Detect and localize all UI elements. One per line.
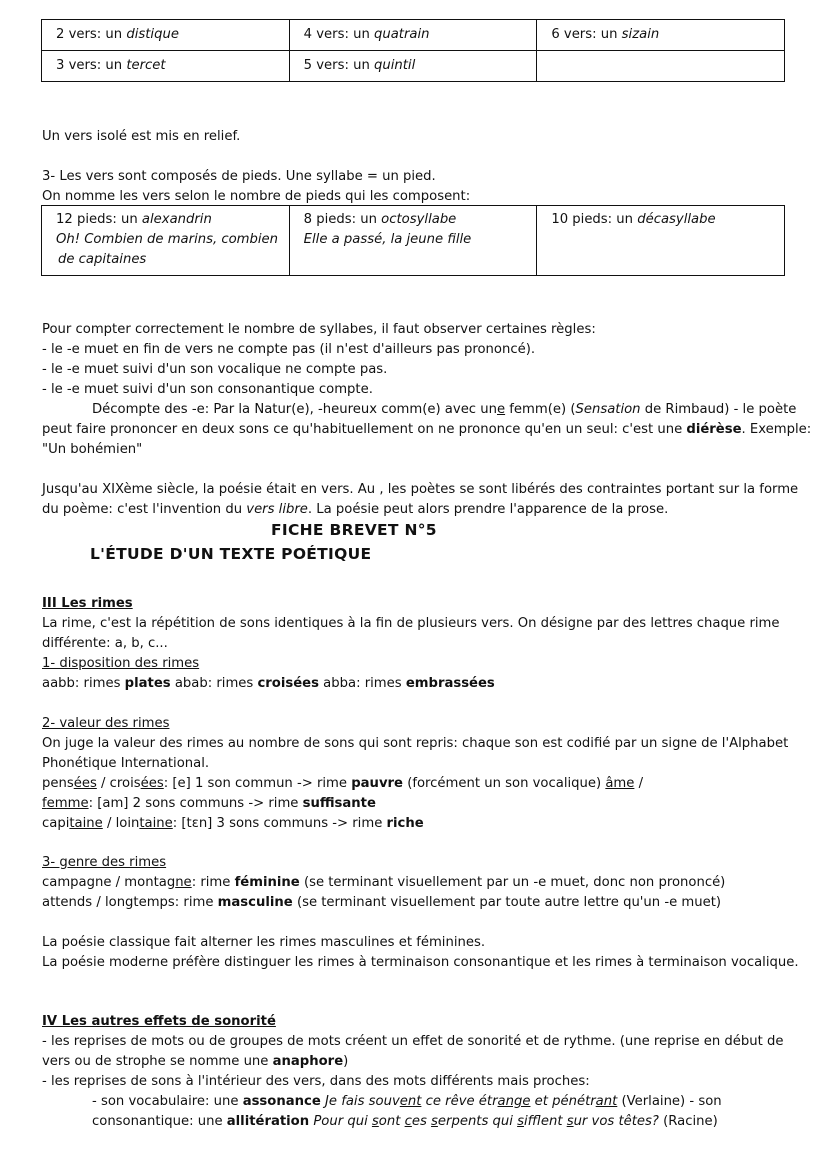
text-line: consonantique: une allitération Pour qui sont ces serpents qui sifflent sur vos têtes? (Racine) [92,1114,718,1129]
page-title: L'ÉTUDE D'UN TEXTE POÉTIQUE [90,545,372,563]
fiche-title: FICHE BREVET N°5 [271,521,437,539]
section-heading: III Les rimes [42,596,133,611]
text-line: Un vers isolé est mis en relief. [42,129,241,144]
rimes-section [42,594,787,694]
table-cell: 5 vers: un quintil [289,51,537,82]
text-line: aabb: rimes plates abab: rimes croisées abba: rimes embrassées [42,676,495,691]
text-line: Jusqu'au XIXème siècle, la poésie était en vers. Au , les poètes se sont libérés des contraintes portant sur la forme [42,482,799,497]
text-line: On juge la valeur des rimes au nombre de sons qui sont repris: chaque son est codifié par un signe de l'Alphabet [42,736,789,751]
alternance-paragraph [42,933,799,973]
text-line: différente: a, b, c... [42,636,168,651]
text-line: Décompte des -e: Par la Natur(e), -heureux comm(e) avec une femm(e) (Sensation de Rimbaud) - le poète [92,402,797,417]
subsection-heading: 1- disposition des rimes [42,656,200,671]
text-line: - les reprises de sons à l'intérieur des vers, dans des mots différents mais proches: [42,1074,590,1089]
text-line: - le -e muet suivi d'un son vocalique ne compte pas. [42,362,388,377]
paragraph [42,127,787,147]
text-line: Pour compter correctement le nombre de syllabes, il faut observer certaines règles: [42,322,596,337]
table-cell: 3 vers: un tercet [42,51,290,82]
feet-table [41,205,785,276]
text-line: 3- Les vers sont composés de pieds. Une syllabe = un pied. [42,169,436,184]
sonorite-section [42,1012,787,1132]
text-line: pensées / croisées: [e] 1 son commun -> rime pauvre (forcément un son vocalique) âme / [42,776,644,791]
table-row [42,51,785,82]
text-line: femme: [am] 2 sons communs -> rime suffisante [42,796,376,811]
text-line: - le -e muet suivi d'un son consonantique compte. [42,382,373,397]
text-line: - le -e muet en fin de vers ne compte pas (il n'est d'ailleurs pas prononcé). [42,342,536,357]
table-cell: 12 pieds: un alexandrin Oh! Combien de marins, combien de capitaines [42,206,290,276]
stanza-table [41,19,785,82]
subsection-heading: 2- valeur des rimes [42,716,170,731]
table-cell: 8 pieds: un octosyllabe Elle a passé, la jeune fille [289,206,537,276]
text-line: Phonétique International. [42,756,210,771]
table-cell: 4 vers: un quatrain [289,20,537,51]
text-line: - les reprises de mots ou de groupes de mots créent un effet de sonorité et de rythme. (une reprise en début de [42,1034,784,1049]
text-line: - son vocabulaire: une assonance Je fais souvent ce rêve étrange et pénétrant (Verlaine) - son [92,1094,722,1109]
text-line: du poème: c'est l'invention du vers libre. La poésie peut alors prendre l'apparence de la prose. [42,502,669,517]
table-row [42,206,785,276]
text-line: "Un bohémien" [42,442,143,457]
counting-rules [42,320,812,460]
rimes-value [42,714,787,834]
text-line: La poésie moderne préfère distinguer les rimes à terminaison consonantique et les rimes à terminaison vocalique. [42,955,799,970]
text-line: campagne / montagne: rime féminine (se terminant visuellement par un -e muet, donc non prononcé) [42,875,726,890]
rimes-genre [42,853,787,913]
text-line: On nomme les vers selon le nombre de pieds qui les composent: [42,189,471,204]
table-cell: 10 pieds: un décasyllabe [537,206,785,276]
paragraph [42,167,787,207]
text-line: La rime, c'est la répétition de sons identiques à la fin de plusieurs vers. On désigne par des lettres chaque rime [42,616,780,631]
section-heading: IV Les autres effets de sonorité [42,1014,276,1029]
table-row [42,20,785,51]
subsection-heading: 3- genre des rimes [42,855,167,870]
table-cell [537,51,785,82]
text-line: vers ou de strophe se nomme une anaphore) [42,1054,349,1069]
text-line: capitaine / lointaine: [tɛn] 3 sons communs -> rime riche [42,816,424,831]
table-cell: 6 vers: un sizain [537,20,785,51]
text-line: peut faire prononcer en deux sons ce qu'habituellement on ne prononce qu'en un seul: c'est une diérèse. Exemple: [42,422,812,437]
table-cell: 2 vers: un distique [42,20,290,51]
history-paragraph [42,480,799,520]
text-line: attends / longtemps: rime masculine (se terminant visuellement par toute autre lettre qu'un -e muet) [42,895,722,910]
text-line: La poésie classique fait alterner les rimes masculines et féminines. [42,935,486,950]
